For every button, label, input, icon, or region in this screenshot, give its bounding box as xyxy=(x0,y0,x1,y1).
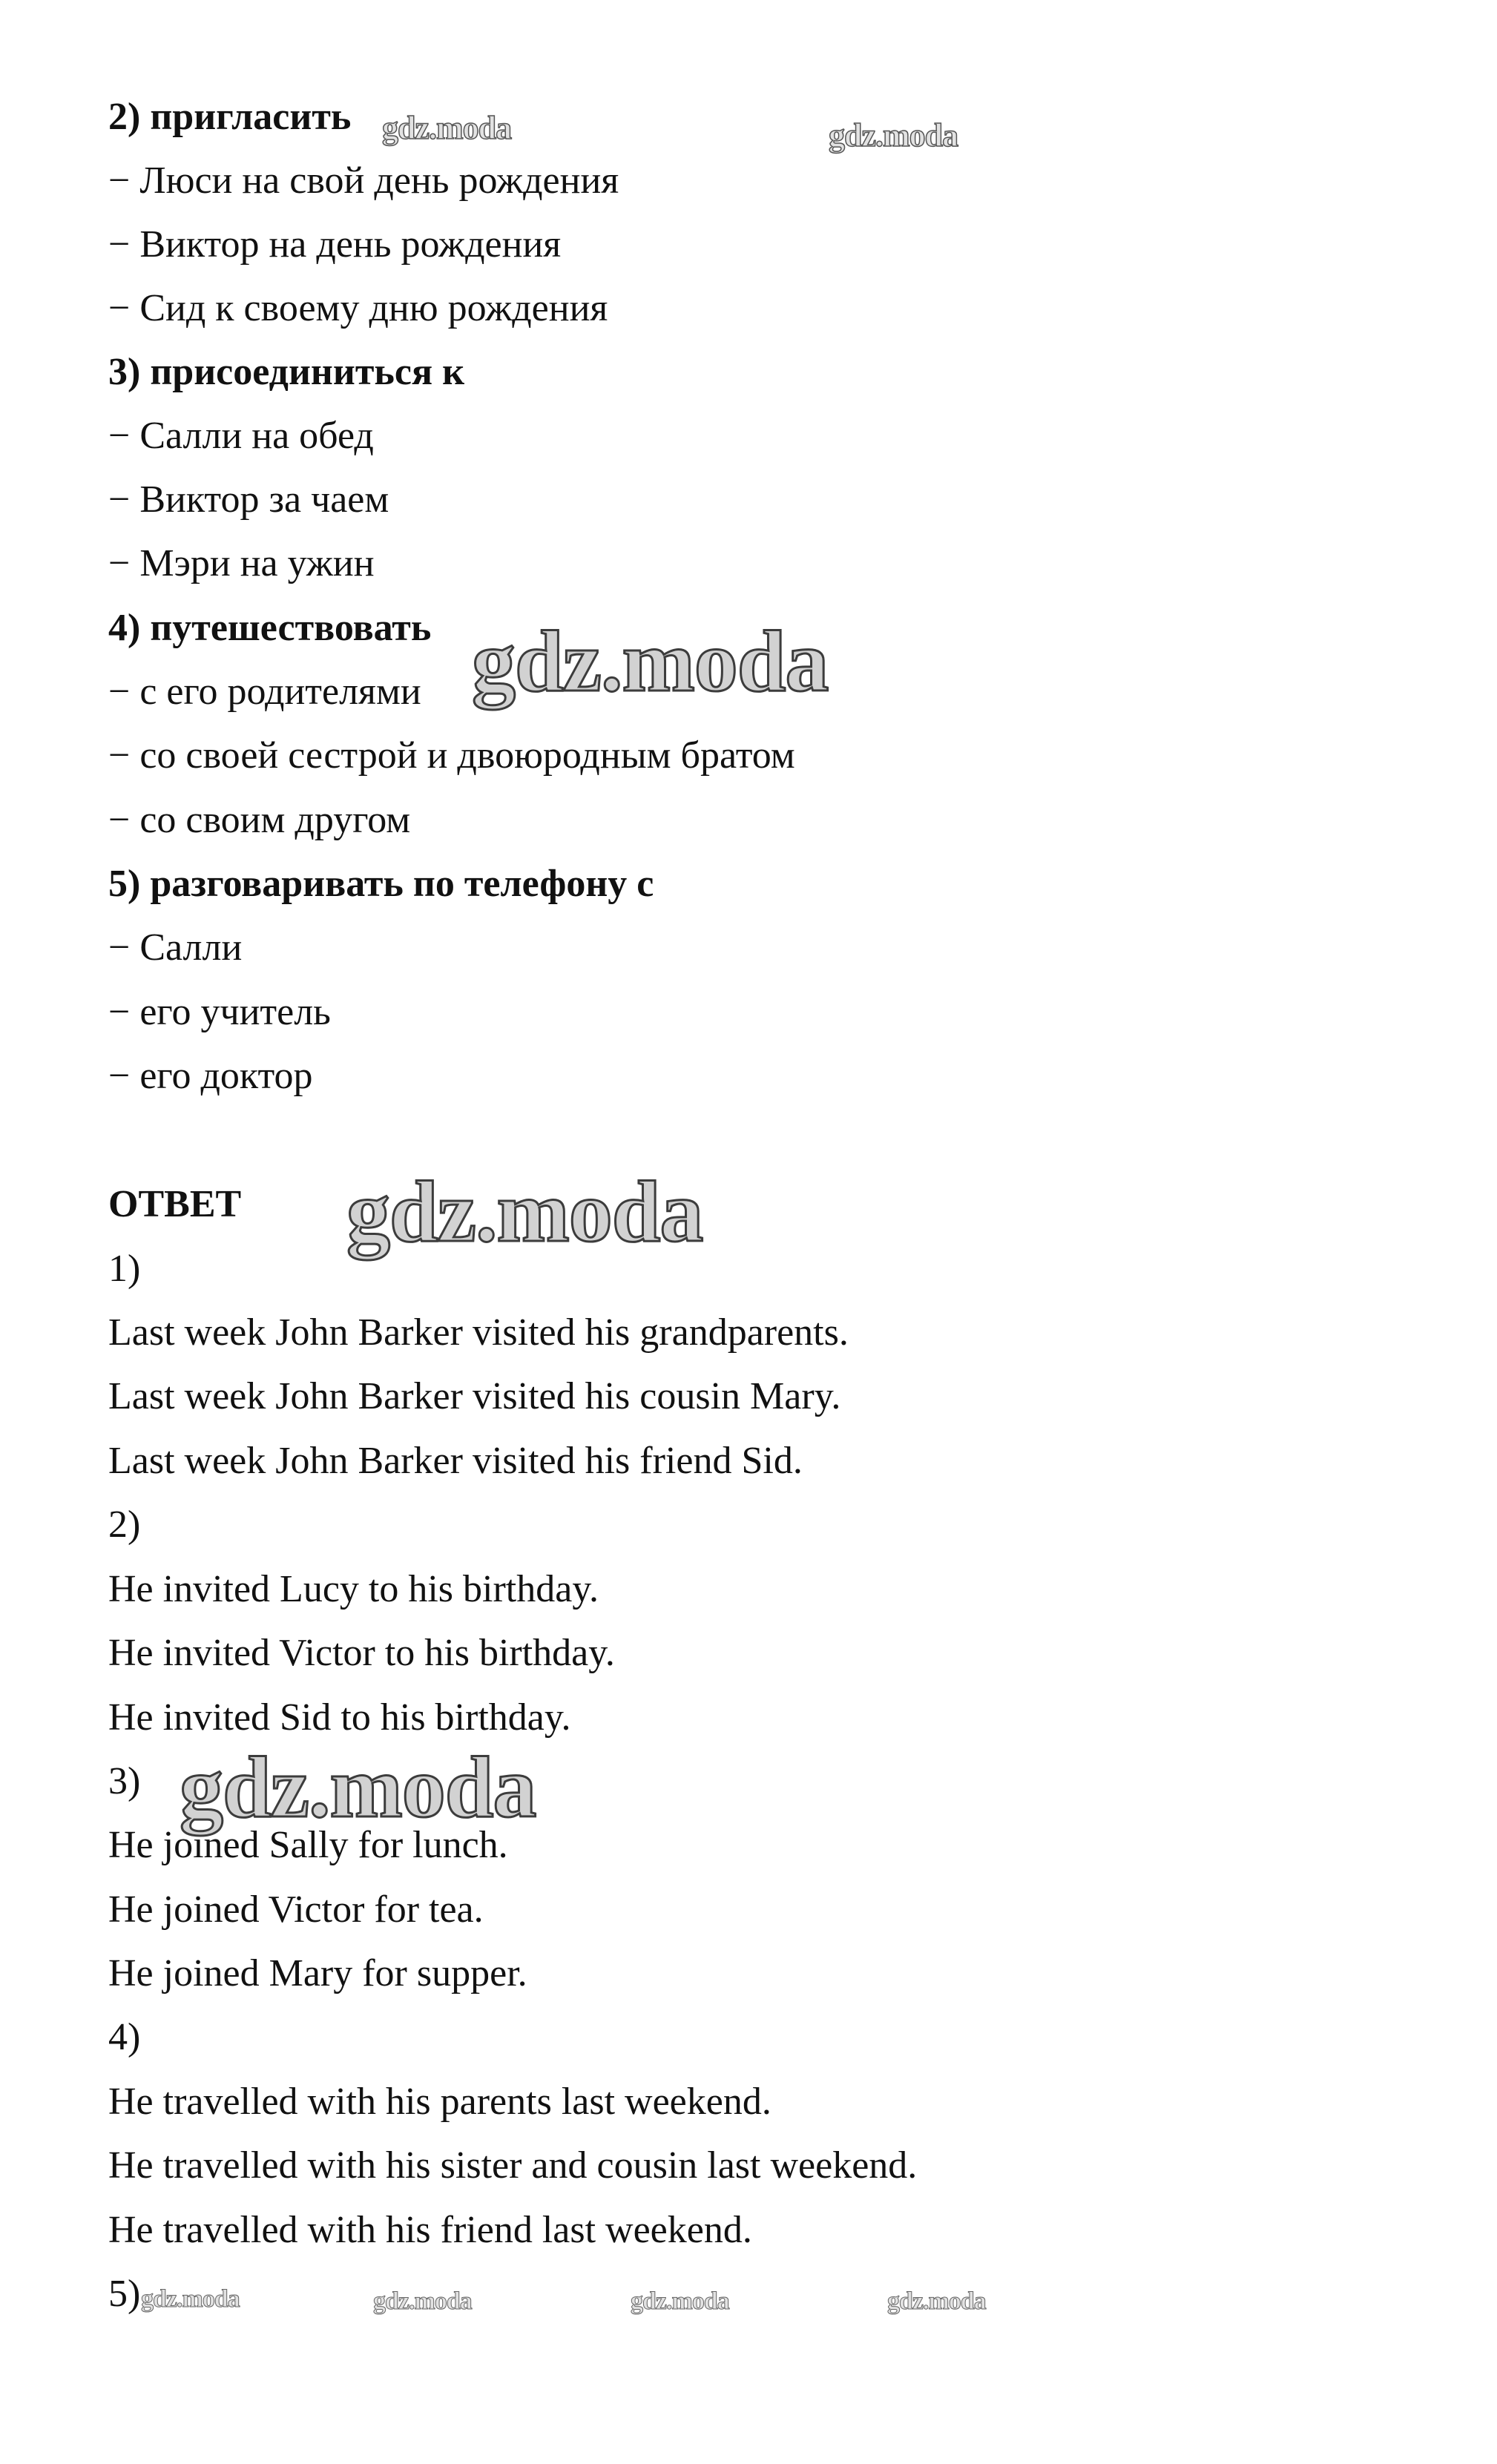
list-item: − Мэри на ужин xyxy=(108,542,375,584)
answer-line: He travelled with his sister and cousin last weekend. xyxy=(108,2144,918,2187)
answer-line: He invited Lucy to his birthday. xyxy=(108,1568,599,1610)
list-item: − со своим другом xyxy=(108,799,411,841)
list-item: − Виктор за чаем xyxy=(108,478,389,521)
answer-part-number: 4) xyxy=(108,2016,141,2058)
list-item: − Люси на свой день рождения xyxy=(108,159,619,202)
watermark: gdz.moda xyxy=(887,2287,986,2315)
list-item: − с его родителями xyxy=(108,671,421,713)
answer-part-number: 3) xyxy=(108,1760,141,1802)
answer-line: He invited Sid to his birthday. xyxy=(108,1696,571,1739)
watermark: gdz.moda xyxy=(141,2285,240,2313)
watermark: gdz.moda xyxy=(373,2287,472,2315)
answer-line: He travelled with his parents last weekend. xyxy=(108,2081,771,2123)
answer-heading: ОТВЕТ xyxy=(108,1183,242,1225)
answer-line: He joined Sally for lunch. xyxy=(108,1824,508,1866)
list-item: − его доктор xyxy=(108,1055,313,1097)
list-item: − Сид к своему дню рождения xyxy=(108,287,608,329)
answer-line: Last week John Barker visited his friend Sid. xyxy=(108,1440,803,1482)
section-2-heading: 2) пригласить xyxy=(108,96,352,138)
watermark: gdz.moda xyxy=(829,117,958,154)
list-item: − со своей сестрой и двоюродным братом xyxy=(108,734,795,777)
answer-part-number: 1) xyxy=(108,1248,141,1290)
answer-line: He invited Victor to his birthday. xyxy=(108,1632,615,1674)
answer-line: He joined Victor for tea. xyxy=(108,1888,484,1931)
answer-part-number: 5) xyxy=(108,2273,141,2315)
answer-line: He joined Mary for supper. xyxy=(108,1952,527,1994)
watermark: gdz.moda xyxy=(382,110,512,146)
answer-line: He travelled with his friend last weekend. xyxy=(108,2209,752,2251)
section-3-heading: 3) присоединиться к xyxy=(108,351,465,393)
watermark: gdz.moda xyxy=(631,2287,729,2315)
list-item: − Салли на обед xyxy=(108,415,374,457)
section-5-heading: 5) разговаривать по телефону с xyxy=(108,863,654,905)
section-4-heading: 4) путешествовать xyxy=(108,607,432,649)
watermark: gdz.moda xyxy=(180,1739,536,1836)
answer-part-number: 2) xyxy=(108,1503,141,1546)
watermark: gdz.moda xyxy=(472,613,829,710)
answer-line: Last week John Barker visited his grandparents. xyxy=(108,1311,849,1354)
list-item: − Виктор на день рождения xyxy=(108,223,562,266)
list-item: − его учитель xyxy=(108,991,331,1033)
watermark: gdz.moda xyxy=(346,1163,703,1260)
list-item: − Салли xyxy=(108,926,243,969)
answer-line: Last week John Barker visited his cousin Mary. xyxy=(108,1375,841,1417)
